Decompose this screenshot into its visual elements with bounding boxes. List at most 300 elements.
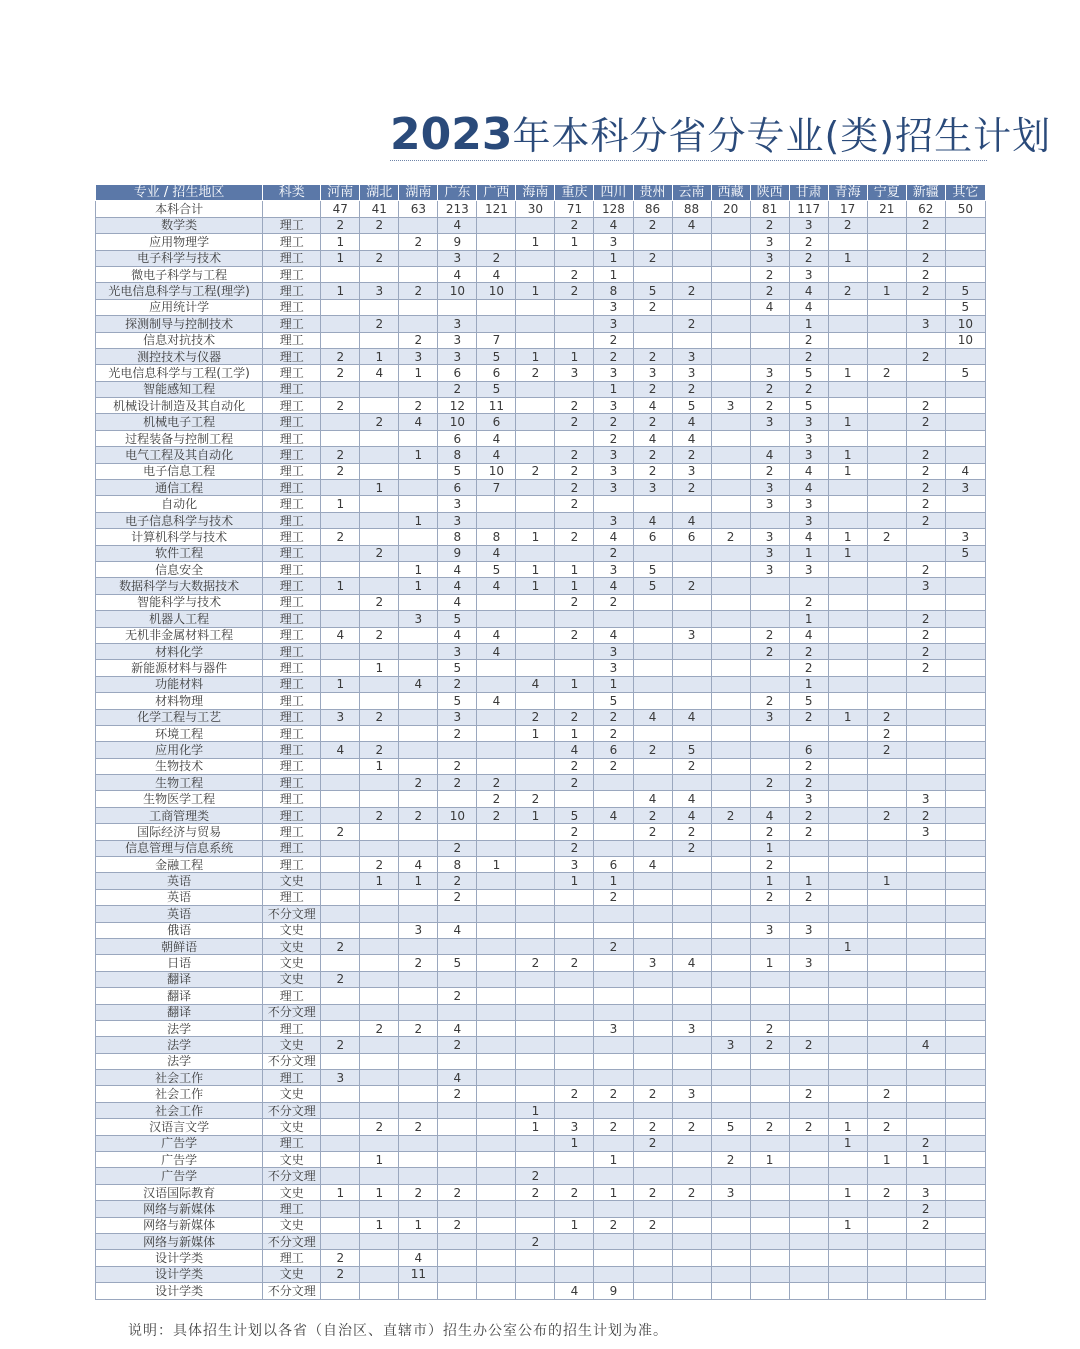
quota-cell bbox=[906, 381, 945, 397]
quota-cell bbox=[789, 1266, 828, 1282]
quota-cell: 3 bbox=[399, 348, 438, 364]
quota-cell bbox=[750, 1184, 789, 1200]
quota-cell bbox=[672, 988, 711, 1004]
quota-cell bbox=[594, 1135, 633, 1151]
quota-cell: 2 bbox=[867, 807, 906, 823]
quota-cell: 1 bbox=[516, 1119, 555, 1135]
quota-cell: 2 bbox=[906, 447, 945, 463]
quota-cell: 1 bbox=[360, 873, 399, 889]
quota-cell bbox=[906, 545, 945, 561]
quota-cell bbox=[906, 529, 945, 545]
quota-cell: 3 bbox=[594, 512, 633, 528]
category-cell: 文史 bbox=[263, 938, 321, 954]
quota-cell bbox=[672, 1004, 711, 1020]
quota-cell bbox=[750, 332, 789, 348]
category-cell: 理工 bbox=[263, 709, 321, 725]
quota-cell: 2 bbox=[750, 283, 789, 299]
quota-cell bbox=[360, 1053, 399, 1069]
quota-cell bbox=[711, 791, 750, 807]
category-cell: 理工 bbox=[263, 1020, 321, 1036]
quota-cell: 2 bbox=[321, 971, 360, 987]
quota-cell: 3 bbox=[906, 316, 945, 332]
quota-cell: 3 bbox=[750, 365, 789, 381]
quota-cell bbox=[321, 758, 360, 774]
table-row bbox=[96, 1266, 986, 1282]
quota-cell: 5 bbox=[438, 955, 477, 971]
quota-cell bbox=[477, 1135, 516, 1151]
major-cell: 网络与新媒体 bbox=[96, 1201, 263, 1217]
quota-cell: 1 bbox=[750, 873, 789, 889]
quota-cell bbox=[672, 775, 711, 791]
quota-cell bbox=[945, 578, 985, 594]
table-row bbox=[96, 365, 986, 381]
quota-cell bbox=[321, 1053, 360, 1069]
quota-cell bbox=[945, 1053, 985, 1069]
quota-cell bbox=[906, 1168, 945, 1184]
major-cell: 英语 bbox=[96, 873, 263, 889]
quota-cell bbox=[906, 1266, 945, 1282]
quota-cell: 2 bbox=[438, 1184, 477, 1200]
quota-cell bbox=[906, 234, 945, 250]
quota-cell bbox=[711, 1053, 750, 1069]
quota-cell bbox=[321, 988, 360, 1004]
quota-cell: 2 bbox=[594, 725, 633, 741]
quota-cell bbox=[477, 676, 516, 692]
quota-cell bbox=[360, 1037, 399, 1053]
quota-cell: 2 bbox=[906, 1201, 945, 1217]
quota-cell bbox=[945, 758, 985, 774]
quota-cell bbox=[828, 611, 867, 627]
quota-cell bbox=[711, 299, 750, 315]
quota-cell bbox=[477, 709, 516, 725]
table-row bbox=[96, 299, 986, 315]
quota-cell bbox=[906, 676, 945, 692]
quota-cell: 2 bbox=[555, 758, 594, 774]
quota-cell bbox=[399, 1102, 438, 1118]
quota-cell bbox=[867, 1217, 906, 1233]
quota-cell bbox=[672, 561, 711, 577]
quota-cell: 2 bbox=[789, 348, 828, 364]
quota-cell: 21 bbox=[867, 201, 906, 217]
quota-cell bbox=[906, 1053, 945, 1069]
quota-cell bbox=[789, 1201, 828, 1217]
header-region: 重庆 bbox=[555, 185, 594, 201]
quota-cell: 2 bbox=[633, 824, 672, 840]
title-text: 年本科分省分专业(类)招生计划 bbox=[512, 114, 1052, 158]
quota-cell bbox=[477, 1119, 516, 1135]
quota-cell: 4 bbox=[477, 578, 516, 594]
quota-cell bbox=[711, 824, 750, 840]
quota-cell bbox=[711, 1168, 750, 1184]
category-cell: 理工 bbox=[263, 857, 321, 873]
category-cell bbox=[263, 201, 321, 217]
quota-cell bbox=[711, 283, 750, 299]
quota-cell: 1 bbox=[321, 1184, 360, 1200]
quota-cell bbox=[789, 1152, 828, 1168]
quota-cell bbox=[321, 1119, 360, 1135]
quota-cell bbox=[789, 1168, 828, 1184]
quota-cell bbox=[438, 1201, 477, 1217]
quota-cell bbox=[828, 1004, 867, 1020]
quota-cell bbox=[867, 250, 906, 266]
quota-cell: 7 bbox=[477, 480, 516, 496]
category-cell: 理工 bbox=[263, 250, 321, 266]
quota-cell bbox=[867, 1135, 906, 1151]
quota-cell: 2 bbox=[555, 447, 594, 463]
quota-cell: 4 bbox=[672, 414, 711, 430]
quota-cell: 2 bbox=[360, 857, 399, 873]
quota-cell: 2 bbox=[789, 807, 828, 823]
quota-cell bbox=[399, 1168, 438, 1184]
quota-cell: 2 bbox=[906, 627, 945, 643]
quota-cell: 4 bbox=[945, 463, 985, 479]
major-cell: 过程装备与控制工程 bbox=[96, 430, 263, 446]
quota-cell bbox=[477, 1266, 516, 1282]
quota-cell bbox=[672, 873, 711, 889]
quota-cell bbox=[399, 709, 438, 725]
quota-cell: 2 bbox=[789, 824, 828, 840]
quota-cell bbox=[399, 496, 438, 512]
quota-cell: 6 bbox=[594, 742, 633, 758]
table-row bbox=[96, 1152, 986, 1168]
quota-cell: 3 bbox=[789, 447, 828, 463]
quota-cell bbox=[633, 1102, 672, 1118]
quota-cell bbox=[867, 480, 906, 496]
quota-cell bbox=[906, 988, 945, 1004]
category-cell: 理工 bbox=[263, 512, 321, 528]
quota-cell bbox=[399, 824, 438, 840]
quota-cell bbox=[360, 398, 399, 414]
quota-cell: 2 bbox=[750, 857, 789, 873]
major-cell: 光电信息科学与工程(理学) bbox=[96, 283, 263, 299]
quota-cell: 1 bbox=[516, 283, 555, 299]
quota-cell bbox=[516, 496, 555, 512]
quota-cell: 11 bbox=[477, 398, 516, 414]
quota-cell bbox=[828, 824, 867, 840]
quota-cell: 2 bbox=[321, 398, 360, 414]
quota-cell bbox=[399, 545, 438, 561]
quota-cell: 3 bbox=[594, 463, 633, 479]
quota-cell bbox=[360, 496, 399, 512]
quota-cell: 3 bbox=[750, 561, 789, 577]
quota-cell: 2 bbox=[672, 283, 711, 299]
quota-cell: 1 bbox=[828, 414, 867, 430]
quota-cell bbox=[477, 955, 516, 971]
quota-cell bbox=[321, 725, 360, 741]
quota-cell bbox=[867, 955, 906, 971]
table-row bbox=[96, 742, 986, 758]
quota-cell bbox=[906, 840, 945, 856]
quota-cell: 3 bbox=[750, 496, 789, 512]
quota-cell: 1 bbox=[555, 1217, 594, 1233]
quota-cell bbox=[321, 660, 360, 676]
quota-cell: 2 bbox=[594, 594, 633, 610]
quota-cell bbox=[711, 611, 750, 627]
quota-cell bbox=[672, 250, 711, 266]
quota-cell bbox=[594, 775, 633, 791]
quota-cell bbox=[633, 889, 672, 905]
quota-cell bbox=[828, 1168, 867, 1184]
table-row bbox=[96, 545, 986, 561]
quota-cell: 3 bbox=[594, 643, 633, 659]
quota-cell: 1 bbox=[828, 463, 867, 479]
quota-cell bbox=[828, 1250, 867, 1266]
quota-cell: 9 bbox=[594, 1283, 633, 1299]
quota-cell bbox=[399, 742, 438, 758]
quota-cell bbox=[477, 1283, 516, 1299]
table-row bbox=[96, 316, 986, 332]
quota-cell: 1 bbox=[789, 873, 828, 889]
quota-cell bbox=[867, 578, 906, 594]
quota-cell bbox=[828, 561, 867, 577]
quota-cell: 4 bbox=[477, 266, 516, 282]
quota-cell bbox=[945, 889, 985, 905]
quota-cell bbox=[867, 512, 906, 528]
major-cell: 法学 bbox=[96, 1037, 263, 1053]
quota-cell bbox=[477, 922, 516, 938]
quota-cell bbox=[399, 529, 438, 545]
quota-cell bbox=[321, 775, 360, 791]
major-cell: 汉语国际教育 bbox=[96, 1184, 263, 1200]
quota-cell bbox=[438, 1250, 477, 1266]
major-cell: 广告学 bbox=[96, 1135, 263, 1151]
quota-cell bbox=[828, 660, 867, 676]
category-cell: 不分文理 bbox=[263, 1168, 321, 1184]
major-cell: 智能科学与技术 bbox=[96, 594, 263, 610]
quota-cell bbox=[555, 1053, 594, 1069]
quota-cell: 2 bbox=[399, 1184, 438, 1200]
quota-cell bbox=[945, 561, 985, 577]
quota-cell bbox=[321, 561, 360, 577]
quota-cell bbox=[789, 988, 828, 1004]
table-row bbox=[96, 1217, 986, 1233]
quota-cell bbox=[555, 1201, 594, 1217]
quota-cell bbox=[321, 1004, 360, 1020]
quota-cell bbox=[945, 1135, 985, 1151]
quota-cell: 3 bbox=[789, 496, 828, 512]
table-row bbox=[96, 1119, 986, 1135]
quota-cell bbox=[360, 1070, 399, 1086]
quota-cell bbox=[945, 857, 985, 873]
title-divider bbox=[390, 160, 987, 161]
table-row bbox=[96, 1250, 986, 1266]
quota-cell bbox=[945, 1201, 985, 1217]
category-cell: 文史 bbox=[263, 955, 321, 971]
quota-cell bbox=[438, 938, 477, 954]
quota-cell bbox=[789, 1184, 828, 1200]
quota-cell: 4 bbox=[789, 299, 828, 315]
category-cell: 理工 bbox=[263, 775, 321, 791]
quota-cell: 4 bbox=[672, 512, 711, 528]
quota-cell: 4 bbox=[360, 365, 399, 381]
category-cell: 不分文理 bbox=[263, 1283, 321, 1299]
quota-cell: 2 bbox=[867, 742, 906, 758]
category-cell: 文史 bbox=[263, 1152, 321, 1168]
quota-cell bbox=[945, 1266, 985, 1282]
major-cell: 无机非金属材料工程 bbox=[96, 627, 263, 643]
quota-cell bbox=[750, 1135, 789, 1151]
major-cell: 电子信息工程 bbox=[96, 463, 263, 479]
quota-cell bbox=[477, 824, 516, 840]
major-cell: 金融工程 bbox=[96, 857, 263, 873]
quota-cell bbox=[321, 840, 360, 856]
quota-cell bbox=[867, 775, 906, 791]
quota-cell bbox=[399, 971, 438, 987]
quota-cell: 4 bbox=[789, 529, 828, 545]
quota-cell: 4 bbox=[750, 299, 789, 315]
quota-cell bbox=[321, 430, 360, 446]
quota-cell: 2 bbox=[555, 1184, 594, 1200]
quota-cell bbox=[399, 889, 438, 905]
quota-cell bbox=[477, 611, 516, 627]
quota-cell: 2 bbox=[750, 627, 789, 643]
quota-cell bbox=[633, 627, 672, 643]
major-cell: 自动化 bbox=[96, 496, 263, 512]
quota-cell: 3 bbox=[399, 922, 438, 938]
quota-cell bbox=[828, 332, 867, 348]
quota-cell: 2 bbox=[633, 217, 672, 233]
quota-cell bbox=[906, 938, 945, 954]
quota-cell bbox=[672, 1283, 711, 1299]
quota-cell bbox=[633, 1004, 672, 1020]
quota-cell bbox=[594, 971, 633, 987]
quota-cell bbox=[594, 955, 633, 971]
table-row bbox=[96, 643, 986, 659]
quota-cell bbox=[867, 643, 906, 659]
quota-cell: 4 bbox=[789, 283, 828, 299]
quota-cell bbox=[360, 1135, 399, 1151]
quota-cell bbox=[789, 1217, 828, 1233]
quota-cell: 1 bbox=[321, 578, 360, 594]
quota-cell: 3 bbox=[360, 283, 399, 299]
quota-cell bbox=[516, 660, 555, 676]
quota-cell bbox=[711, 250, 750, 266]
header-major: 专业 / 招生地区 bbox=[96, 185, 263, 201]
quota-cell: 3 bbox=[672, 627, 711, 643]
header-category: 科类 bbox=[263, 185, 321, 201]
category-cell: 理工 bbox=[263, 316, 321, 332]
quota-cell bbox=[360, 578, 399, 594]
quota-cell: 4 bbox=[789, 480, 828, 496]
quota-cell bbox=[945, 496, 985, 512]
quota-cell: 117 bbox=[789, 201, 828, 217]
category-cell: 理工 bbox=[263, 840, 321, 856]
major-cell: 化学工程与工艺 bbox=[96, 709, 263, 725]
quota-cell: 1 bbox=[516, 529, 555, 545]
quota-cell bbox=[555, 1266, 594, 1282]
quota-cell bbox=[672, 1037, 711, 1053]
quota-cell bbox=[516, 594, 555, 610]
quota-cell: 3 bbox=[672, 348, 711, 364]
quota-cell: 8 bbox=[438, 857, 477, 873]
quota-cell bbox=[711, 217, 750, 233]
quota-cell: 1 bbox=[516, 348, 555, 364]
quota-cell: 8 bbox=[477, 529, 516, 545]
quota-cell: 2 bbox=[789, 594, 828, 610]
quota-cell bbox=[750, 676, 789, 692]
quota-cell: 2 bbox=[672, 824, 711, 840]
quota-cell bbox=[594, 1234, 633, 1250]
quota-cell: 10 bbox=[438, 283, 477, 299]
table-row bbox=[96, 1037, 986, 1053]
quota-cell bbox=[867, 660, 906, 676]
quota-cell bbox=[750, 1283, 789, 1299]
major-cell: 日语 bbox=[96, 955, 263, 971]
category-cell: 不分文理 bbox=[263, 1234, 321, 1250]
quota-cell bbox=[945, 234, 985, 250]
quota-cell: 2 bbox=[477, 807, 516, 823]
category-cell: 理工 bbox=[263, 348, 321, 364]
quota-cell: 2 bbox=[555, 480, 594, 496]
quota-cell: 3 bbox=[789, 414, 828, 430]
quota-cell bbox=[321, 1135, 360, 1151]
quota-cell: 6 bbox=[438, 480, 477, 496]
quota-cell: 1 bbox=[399, 578, 438, 594]
quota-cell bbox=[945, 873, 985, 889]
quota-cell: 1 bbox=[360, 758, 399, 774]
quota-cell: 3 bbox=[594, 234, 633, 250]
quota-cell bbox=[750, 512, 789, 528]
quota-cell: 2 bbox=[750, 381, 789, 397]
header-region: 新疆 bbox=[906, 185, 945, 201]
quota-cell bbox=[477, 873, 516, 889]
quota-cell bbox=[828, 971, 867, 987]
quota-cell: 2 bbox=[789, 234, 828, 250]
table-row bbox=[96, 1020, 986, 1036]
quota-cell bbox=[750, 1070, 789, 1086]
quota-cell: 2 bbox=[555, 398, 594, 414]
major-cell: 材料化学 bbox=[96, 643, 263, 659]
quota-cell bbox=[516, 1152, 555, 1168]
quota-cell bbox=[477, 889, 516, 905]
quota-cell bbox=[711, 709, 750, 725]
quota-cell bbox=[672, 676, 711, 692]
quota-cell bbox=[711, 1217, 750, 1233]
quota-cell: 1 bbox=[828, 529, 867, 545]
header-region: 贵州 bbox=[633, 185, 672, 201]
quota-cell bbox=[867, 971, 906, 987]
quota-cell bbox=[867, 1020, 906, 1036]
quota-cell bbox=[516, 512, 555, 528]
quota-cell bbox=[438, 906, 477, 922]
quota-cell bbox=[516, 873, 555, 889]
quota-cell bbox=[906, 758, 945, 774]
quota-cell bbox=[828, 988, 867, 1004]
quota-cell bbox=[945, 725, 985, 741]
quota-cell bbox=[672, 971, 711, 987]
quota-cell bbox=[360, 1004, 399, 1020]
quota-cell: 2 bbox=[399, 775, 438, 791]
major-cell: 俄语 bbox=[96, 922, 263, 938]
quota-cell: 17 bbox=[828, 201, 867, 217]
quota-cell bbox=[867, 561, 906, 577]
quota-cell: 2 bbox=[438, 381, 477, 397]
major-cell: 应用化学 bbox=[96, 742, 263, 758]
quota-cell bbox=[828, 1020, 867, 1036]
quota-cell: 1 bbox=[750, 1152, 789, 1168]
table-row bbox=[96, 217, 986, 233]
quota-cell bbox=[516, 840, 555, 856]
quota-cell bbox=[321, 1020, 360, 1036]
quota-cell bbox=[399, 791, 438, 807]
quota-cell: 6 bbox=[672, 529, 711, 545]
major-cell: 数据科学与大数据技术 bbox=[96, 578, 263, 594]
quota-cell: 1 bbox=[867, 873, 906, 889]
table-row bbox=[96, 414, 986, 430]
category-cell: 理工 bbox=[263, 758, 321, 774]
quota-cell: 2 bbox=[750, 889, 789, 905]
quota-cell bbox=[516, 381, 555, 397]
